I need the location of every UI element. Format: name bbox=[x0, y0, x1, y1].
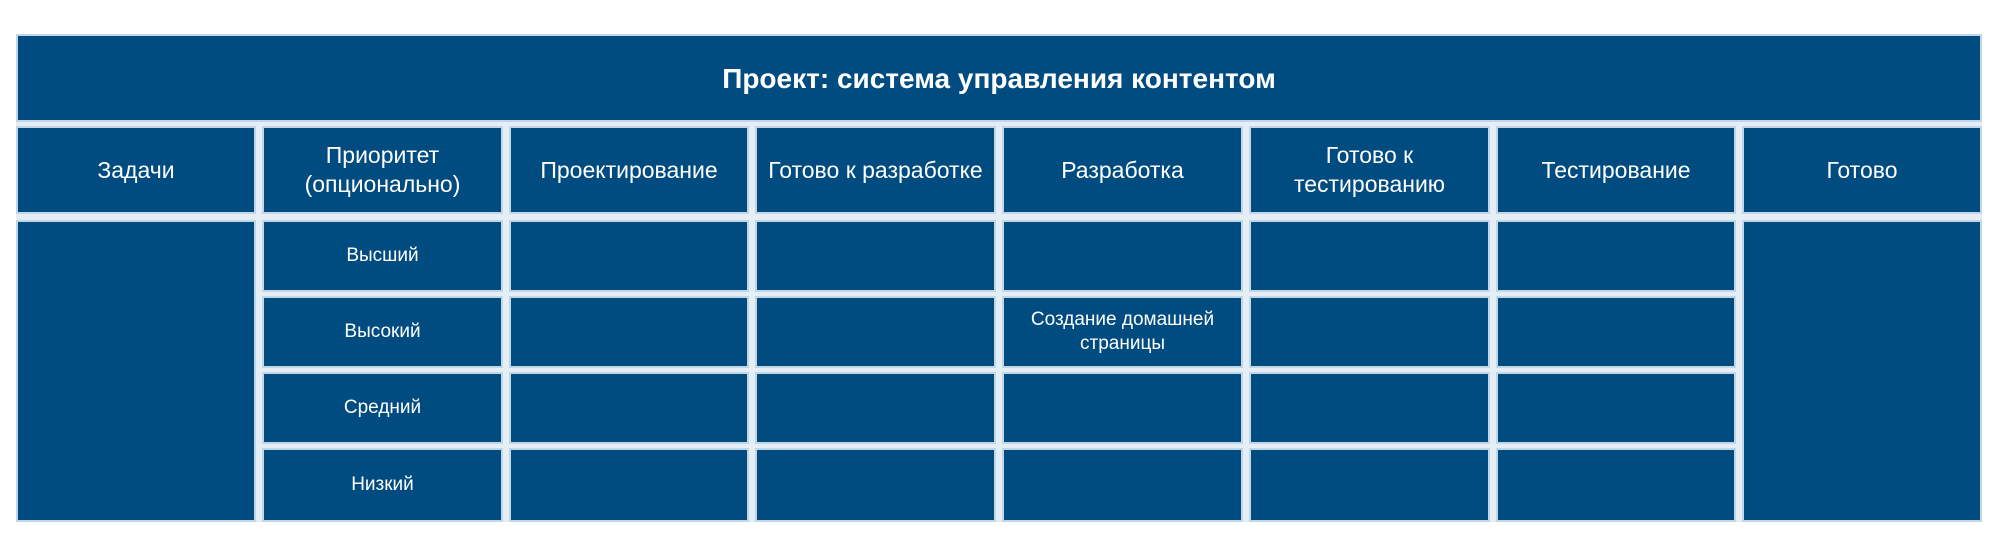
lane-cell[interactable] bbox=[755, 372, 996, 444]
lane-cell[interactable] bbox=[1496, 372, 1736, 444]
lane-cell[interactable] bbox=[509, 220, 749, 292]
priority-high: Высокий bbox=[262, 296, 503, 368]
column-header-testing[interactable]: Тестирование bbox=[1496, 126, 1736, 214]
lane-cell[interactable] bbox=[1249, 448, 1490, 522]
column-header-priority[interactable]: Приоритет (опционально) bbox=[262, 126, 503, 214]
lane-cell[interactable] bbox=[1496, 220, 1736, 292]
column-header-ready-for-dev[interactable]: Готово к разработке bbox=[755, 126, 996, 214]
lane-cell[interactable] bbox=[1496, 448, 1736, 522]
lane-cell[interactable] bbox=[1002, 448, 1243, 522]
lane-cell[interactable] bbox=[1496, 296, 1736, 368]
column-header-ready-for-testing[interactable]: Готово к тестированию bbox=[1249, 126, 1490, 214]
column-header-development[interactable]: Разработка bbox=[1002, 126, 1243, 214]
kanban-board bbox=[16, 34, 1982, 522]
priority-highest: Высший bbox=[262, 220, 503, 292]
lane-cell[interactable] bbox=[755, 448, 996, 522]
lane-cell[interactable] bbox=[1249, 220, 1490, 292]
lane-cell[interactable] bbox=[755, 296, 996, 368]
lane-cell[interactable] bbox=[509, 296, 749, 368]
priority-medium: Средний bbox=[262, 372, 503, 444]
task-card[interactable] bbox=[1002, 296, 1243, 368]
lane-cell[interactable] bbox=[1002, 220, 1243, 292]
board-title-text: Проект: система управления контентом bbox=[722, 62, 1276, 94]
lane-cell[interactable] bbox=[1249, 296, 1490, 368]
lane-cell[interactable] bbox=[509, 372, 749, 444]
lane-cell[interactable] bbox=[755, 220, 996, 292]
board-title bbox=[16, 34, 1982, 122]
column-header-tasks[interactable]: Задачи bbox=[16, 126, 256, 214]
tasks-column-body[interactable] bbox=[16, 220, 256, 522]
column-header-design[interactable]: Проектирование bbox=[509, 126, 749, 214]
lane-cell[interactable] bbox=[1249, 372, 1490, 444]
priority-low: Низкий bbox=[262, 448, 503, 522]
lane-cell[interactable] bbox=[509, 448, 749, 522]
lane-cell[interactable] bbox=[1002, 372, 1243, 444]
column-header-done[interactable]: Готово bbox=[1742, 126, 1982, 214]
done-column-body[interactable] bbox=[1742, 220, 1982, 522]
task-card-text: Создание домашней страницы bbox=[1030, 309, 1215, 354]
